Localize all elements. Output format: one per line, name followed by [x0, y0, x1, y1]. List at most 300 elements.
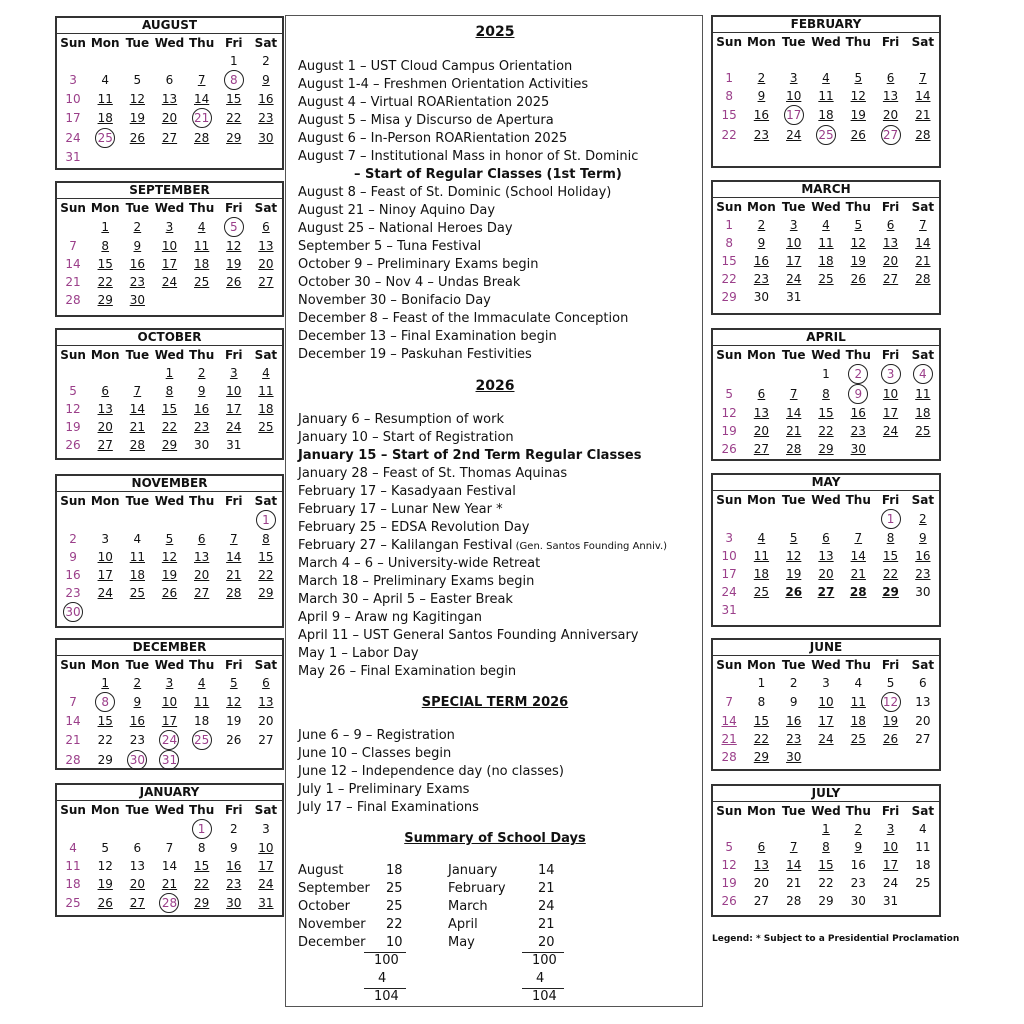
- day-cell: 30: [786, 750, 802, 764]
- day-cell: 2: [757, 218, 766, 232]
- day-cell: 6: [197, 532, 206, 546]
- day-cell: 4: [69, 841, 77, 855]
- weekday-header: Fri: [881, 804, 900, 818]
- day-cell: 22: [97, 275, 113, 289]
- day-cell: 15: [97, 714, 113, 728]
- event-item: January 15 – Start of 2nd Term Regular Classes: [298, 448, 642, 463]
- day-cell: 21: [65, 733, 81, 747]
- weekday-header: Sat: [911, 35, 935, 49]
- sum-rule: [364, 952, 406, 953]
- day-cell: [778, 51, 810, 69]
- day-cell: [907, 51, 939, 69]
- event-item: August 8 – Feast of St. Dominic (School Holiday): [298, 185, 612, 200]
- weekday-header: Sat: [254, 658, 278, 672]
- day-cell: 7: [133, 384, 142, 398]
- weekday-header: Wed: [811, 658, 841, 672]
- day-cell: 23: [786, 732, 802, 746]
- day-cell: 19: [882, 714, 899, 728]
- weekday-header: Tue: [125, 494, 150, 508]
- weekday-header: Sun: [716, 658, 742, 672]
- event-item: February 17 – Lunar New Year *: [298, 502, 503, 517]
- day-cell: 7: [69, 239, 77, 253]
- day-cell: 5: [854, 218, 863, 232]
- day-cell: 1: [165, 366, 174, 380]
- day-cell: 8: [89, 692, 121, 712]
- month-title: NOVEMBER: [57, 476, 282, 492]
- summary-extra: 4: [536, 971, 545, 986]
- day-cell: 1: [725, 218, 733, 232]
- day-cell: 27: [258, 733, 274, 747]
- calendar-jan: [55, 783, 284, 917]
- weekday-header: Mon: [747, 658, 776, 672]
- day-cell: 11: [850, 695, 866, 709]
- summary-days: 21: [538, 881, 555, 896]
- weekday-header: Wed: [811, 804, 841, 818]
- day-cell: 4: [262, 366, 270, 380]
- day-cell: 4: [907, 364, 939, 384]
- event-item: August 25 – National Heroes Day: [298, 221, 513, 236]
- day-cell: 20: [161, 111, 178, 125]
- day-cell: 29: [161, 438, 178, 452]
- weekday-header: Sun: [60, 36, 86, 50]
- legend: Legend: * Subject to a Presidential Proclamation: [712, 934, 960, 944]
- day-cell: 22: [721, 128, 737, 142]
- day-cell: [745, 601, 777, 619]
- weekday-header: Wed: [154, 803, 185, 817]
- day-cell: 17: [226, 402, 242, 416]
- day-cell: 24: [786, 272, 802, 286]
- day-cell: 28: [65, 753, 81, 767]
- event-item: June 12 – Independence day (no classes): [298, 764, 564, 779]
- event-item: August 21 – Ninoy Aquino Day: [298, 203, 496, 218]
- day-cell: [778, 509, 810, 529]
- day-cell: 8: [101, 239, 110, 253]
- day-cell: 10: [818, 695, 834, 709]
- day-cell: 10: [258, 841, 274, 855]
- day-cell: 24: [882, 424, 899, 438]
- day-cell: 29: [193, 896, 210, 910]
- summary-days: 25: [386, 881, 403, 896]
- day-cell: 27: [258, 275, 274, 289]
- month-title: FEBRUARY: [713, 17, 939, 33]
- weekday-header: Sun: [716, 348, 742, 362]
- day-cell: 18: [753, 567, 770, 581]
- summary-month: April: [448, 917, 478, 932]
- event-item: May 26 – Final Examination begin: [298, 664, 517, 679]
- day-cell: 24: [818, 732, 834, 746]
- month-title: JANUARY: [57, 785, 282, 801]
- day-cell: 9: [757, 236, 766, 250]
- day-cell: 18: [915, 406, 931, 420]
- event-item: March 30 – April 5 – Easter Break: [298, 592, 513, 607]
- day-cell: 28: [849, 585, 867, 599]
- day-cell: 8: [218, 70, 250, 90]
- day-cell: 1: [101, 220, 110, 234]
- weekday-header: Thu: [188, 201, 215, 215]
- day-cell: 24: [153, 730, 185, 750]
- day-cell: 19: [65, 420, 81, 434]
- weekday-header: Sat: [254, 803, 278, 817]
- weekday-header: Sat: [254, 348, 278, 362]
- day-cell: 9: [757, 89, 766, 103]
- day-cell: 10: [882, 387, 899, 401]
- day-cell: 20: [129, 877, 145, 891]
- event-item: August 7 – Institutional Mass in honor of St. Dominic: [298, 149, 639, 164]
- day-cell: 18: [193, 714, 210, 728]
- day-cell: 9: [919, 531, 927, 545]
- day-cell: 16: [258, 92, 274, 106]
- day-cell: [121, 602, 153, 622]
- day-cell: [186, 510, 218, 530]
- summary-days: 14: [538, 863, 555, 878]
- day-cell: 14: [65, 257, 81, 271]
- day-cell: 6: [101, 384, 110, 398]
- day-cell: 25: [915, 876, 931, 890]
- day-cell: [57, 510, 89, 530]
- weekday-header: Mon: [90, 36, 120, 50]
- day-cell: [713, 51, 745, 69]
- month-title: SEPTEMBER: [57, 183, 282, 199]
- day-cell: 6: [757, 387, 766, 401]
- day-cell: [713, 674, 745, 692]
- sum-rule: [522, 952, 564, 953]
- event-item: August 5 – Misa y Discurso de Apertura: [298, 113, 554, 128]
- day-cell: 31: [786, 290, 802, 304]
- event-item: January 6 – Resumption of work: [298, 412, 504, 427]
- day-cell: 20: [258, 714, 274, 728]
- day-cell: 5: [229, 676, 238, 690]
- month-title: DECEMBER: [57, 640, 282, 656]
- day-cell: 1: [725, 71, 733, 85]
- day-cell: [745, 364, 777, 384]
- weekday-header: Fri: [881, 348, 900, 362]
- day-cell: 20: [882, 108, 899, 122]
- day-cell: 29: [818, 894, 834, 908]
- day-cell: [874, 51, 906, 69]
- day-cell: 6: [133, 841, 142, 855]
- summary-month: September: [298, 881, 370, 896]
- day-cell: 26: [721, 442, 737, 456]
- calendar-aug: [55, 16, 284, 170]
- day-cell: 13: [161, 92, 178, 106]
- day-cell: 8: [757, 695, 766, 709]
- day-cell: 12: [97, 859, 113, 873]
- day-cell: [57, 364, 89, 382]
- day-cell: 2: [919, 512, 927, 526]
- day-cell: 23: [65, 586, 81, 600]
- weekday-header: Thu: [845, 658, 871, 672]
- day-cell: 31: [258, 896, 274, 910]
- day-cell: 17: [778, 105, 810, 125]
- day-cell: 7: [854, 531, 863, 545]
- weekday-header: Sat: [911, 658, 935, 672]
- day-cell: 13: [753, 406, 770, 420]
- day-cell: 17: [882, 858, 899, 872]
- day-cell: 18: [65, 877, 81, 891]
- day-cell: 14: [786, 858, 802, 872]
- day-cell: 3: [165, 220, 174, 234]
- day-cell: 7: [229, 532, 238, 546]
- day-cell: 10: [226, 384, 242, 398]
- day-cell: 4: [197, 676, 206, 690]
- day-cell: [89, 364, 121, 382]
- year-2025-heading: 2025: [475, 24, 515, 40]
- day-cell: 16: [193, 402, 210, 416]
- day-cell: 21: [850, 567, 866, 581]
- day-cell: 12: [226, 239, 242, 253]
- day-cell: 23: [850, 876, 866, 890]
- weekday-header: Fri: [881, 658, 900, 672]
- weekday-header: Wed: [811, 493, 841, 507]
- day-cell: 10: [786, 89, 802, 103]
- day-cell: 22: [818, 876, 834, 890]
- day-cell: 1: [186, 819, 218, 839]
- day-cell: [874, 748, 906, 766]
- day-cell: [842, 509, 874, 529]
- day-cell: [218, 602, 250, 622]
- weekday-header: Wed: [154, 348, 185, 362]
- day-cell: [153, 148, 185, 166]
- day-cell: 11: [258, 384, 274, 398]
- day-cell: 27: [817, 585, 835, 599]
- day-cell: 8: [725, 89, 733, 103]
- event-item: December 19 – Paskuhan Festivities: [298, 347, 532, 362]
- event-item: March 18 – Preliminary Exams begin: [298, 574, 535, 589]
- day-cell: 4: [822, 218, 830, 232]
- weekday-header: Tue: [125, 803, 150, 817]
- day-cell: 7: [789, 840, 798, 854]
- day-cell: 1: [822, 367, 830, 381]
- day-cell: 15: [258, 550, 274, 564]
- day-cell: 24: [65, 131, 81, 145]
- weekday-header: Sun: [60, 494, 86, 508]
- day-cell: 17: [161, 257, 178, 271]
- day-cell: 5: [69, 384, 77, 398]
- weekday-header: Tue: [781, 658, 806, 672]
- weekday-header: Wed: [154, 36, 185, 50]
- day-cell: [250, 750, 282, 770]
- day-cell: 29: [226, 131, 242, 145]
- day-cell: 9: [197, 384, 206, 398]
- weekday-header: Wed: [154, 658, 185, 672]
- day-cell: 26: [65, 438, 81, 452]
- kalilangan-note: (Gen. Santos Founding Anniv.): [512, 541, 668, 552]
- calendar-apr: [711, 328, 941, 461]
- day-cell: 25: [89, 128, 121, 148]
- day-cell: [121, 52, 153, 70]
- day-cell: [153, 291, 185, 309]
- day-cell: [218, 750, 250, 770]
- weekday-header: Sun: [716, 200, 742, 214]
- day-cell: 18: [818, 108, 834, 122]
- weekday-header: Wed: [811, 200, 841, 214]
- weekday-header: Sat: [254, 201, 278, 215]
- calendar-oct: [55, 328, 284, 460]
- day-cell: 2: [842, 364, 874, 384]
- day-cell: 3: [725, 531, 733, 545]
- summary-days: 18: [386, 863, 403, 878]
- day-cell: 19: [850, 108, 866, 122]
- event-item: February 25 – EDSA Revolution Day: [298, 520, 530, 535]
- day-cell: 18: [818, 254, 834, 268]
- day-cell: 30: [129, 293, 145, 307]
- day-cell: 9: [133, 695, 142, 709]
- day-cell: 30: [193, 438, 210, 452]
- day-cell: 17: [786, 254, 802, 268]
- day-cell: 27: [882, 272, 899, 286]
- day-cell: 28: [721, 750, 737, 764]
- day-cell: 30: [57, 602, 89, 622]
- day-cell: 25: [186, 730, 218, 750]
- day-cell: [778, 601, 810, 619]
- day-cell: 2: [757, 71, 766, 85]
- day-cell: 13: [818, 549, 834, 563]
- day-cell: 20: [258, 257, 274, 271]
- day-cell: 11: [753, 549, 770, 563]
- day-cell: 22: [721, 272, 737, 286]
- day-cell: 27: [97, 438, 113, 452]
- day-cell: [186, 148, 218, 166]
- day-cell: 9: [133, 239, 142, 253]
- day-cell: 28: [153, 893, 185, 913]
- day-cell: 8: [725, 236, 733, 250]
- weekday-header: Tue: [781, 493, 806, 507]
- day-cell: [874, 288, 906, 306]
- day-cell: 7: [789, 387, 798, 401]
- day-cell: 3: [101, 532, 110, 546]
- day-cell: 8: [165, 384, 174, 398]
- day-cell: 24: [97, 586, 113, 600]
- weekday-header: Thu: [188, 494, 215, 508]
- day-cell: 28: [65, 293, 81, 307]
- day-cell: 28: [786, 442, 802, 456]
- weekday-header: Fri: [225, 348, 243, 362]
- day-cell: 13: [882, 236, 899, 250]
- weekday-header: Mon: [747, 35, 776, 49]
- weekday-header: Tue: [125, 36, 150, 50]
- day-cell: 26: [850, 272, 866, 286]
- day-cell: 19: [161, 568, 178, 582]
- day-cell: 3: [789, 71, 798, 85]
- weekday-header: Sat: [911, 804, 935, 818]
- summary-total: 104: [374, 989, 399, 1004]
- day-cell: 16: [65, 568, 81, 582]
- day-cell: 17: [882, 406, 899, 420]
- day-cell: 15: [721, 254, 737, 268]
- calendar-mar: [711, 180, 941, 315]
- day-cell: 15: [226, 92, 242, 106]
- day-cell: [89, 148, 121, 166]
- day-cell: [121, 819, 153, 839]
- day-cell: 14: [161, 859, 178, 873]
- day-cell: 27: [753, 442, 770, 456]
- sum-rule: [364, 988, 406, 989]
- day-cell: 3: [874, 364, 906, 384]
- event-item: October 30 – Nov 4 – Undas Break: [298, 275, 521, 290]
- day-cell: 19: [850, 254, 866, 268]
- day-cell: [907, 440, 939, 458]
- day-cell: 15: [97, 257, 113, 271]
- day-cell: 29: [97, 293, 113, 307]
- day-cell: 4: [133, 532, 142, 546]
- day-cell: 4: [919, 822, 927, 836]
- day-cell: 20: [915, 714, 931, 728]
- day-cell: 21: [186, 108, 218, 128]
- day-cell: 9: [854, 840, 863, 854]
- calendar-sep: [55, 181, 284, 317]
- day-cell: 21: [161, 877, 178, 891]
- weekday-header: Wed: [154, 201, 185, 215]
- day-cell: 31: [882, 894, 899, 908]
- weekday-header: Tue: [781, 804, 806, 818]
- sum-rule: [522, 988, 564, 989]
- day-cell: 23: [193, 420, 210, 434]
- day-cell: 19: [226, 714, 242, 728]
- day-cell: 30: [915, 585, 931, 599]
- day-cell: 15: [818, 406, 834, 420]
- day-cell: 18: [850, 714, 866, 728]
- day-cell: 5: [725, 840, 733, 854]
- day-cell: 1: [229, 54, 238, 68]
- day-cell: [89, 819, 121, 839]
- day-cell: 20: [193, 568, 210, 582]
- day-cell: 8: [262, 532, 270, 546]
- day-cell: 3: [789, 218, 798, 232]
- day-cell: 25: [850, 732, 866, 746]
- day-cell: 7: [165, 841, 174, 855]
- day-cell: 4: [101, 73, 110, 87]
- day-cell: 20: [818, 567, 834, 581]
- day-cell: 5: [101, 841, 110, 855]
- weekday-header: Thu: [188, 803, 215, 817]
- day-cell: 25: [810, 125, 842, 145]
- day-cell: 5: [218, 217, 250, 237]
- summary-month: October: [298, 899, 351, 914]
- weekday-header: Sat: [254, 36, 278, 50]
- day-cell: 10: [882, 840, 899, 854]
- day-cell: 31: [65, 150, 81, 164]
- day-cell: 7: [725, 695, 733, 709]
- day-cell: 11: [193, 695, 210, 709]
- day-cell: 5: [133, 73, 142, 87]
- day-cell: 3: [69, 73, 77, 87]
- day-cell: 11: [818, 89, 834, 103]
- weekday-header: Sat: [911, 493, 935, 507]
- day-cell: 12: [226, 695, 242, 709]
- day-cell: 16: [915, 549, 931, 563]
- day-cell: 3: [262, 822, 270, 836]
- day-cell: 24: [882, 876, 899, 890]
- weekday-header: Wed: [811, 348, 841, 362]
- weekday-header: Fri: [225, 36, 243, 50]
- day-cell: 15: [882, 549, 899, 563]
- day-cell: 8: [197, 841, 206, 855]
- calendar-nov: [55, 474, 284, 628]
- day-cell: 12: [721, 406, 737, 420]
- day-cell: 3: [229, 366, 238, 380]
- day-cell: 7: [919, 218, 927, 232]
- day-cell: 29: [882, 585, 899, 599]
- day-cell: 28: [226, 586, 242, 600]
- day-cell: 12: [161, 550, 178, 564]
- day-cell: 30: [850, 442, 866, 456]
- day-cell: 20: [97, 420, 113, 434]
- day-cell: 21: [721, 732, 737, 746]
- weekday-header: Tue: [781, 348, 806, 362]
- day-cell: 10: [786, 236, 802, 250]
- day-cell: 19: [721, 876, 737, 890]
- day-cell: [57, 52, 89, 70]
